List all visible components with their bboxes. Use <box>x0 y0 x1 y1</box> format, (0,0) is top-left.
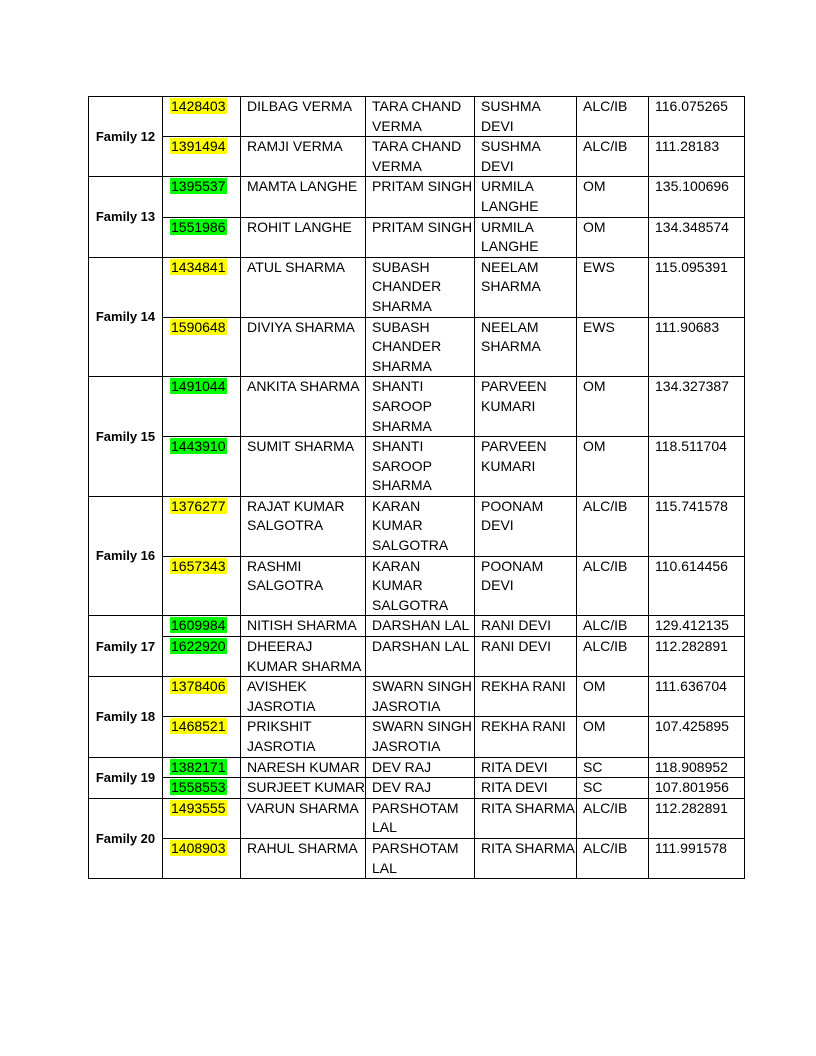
category-cell: OM <box>577 177 649 217</box>
category-cell: OM <box>577 677 649 717</box>
candidate-name-cell: ATUL SHARMA <box>241 257 366 317</box>
candidate-name-cell: AVISHEK JASROTIA <box>241 677 366 717</box>
score-cell: 110.614456 <box>649 556 745 616</box>
table-row <box>89 798 745 838</box>
candidate-id-cell <box>163 616 241 637</box>
score-cell: 129.412135 <box>649 616 745 637</box>
score-cell: 118.908952 <box>649 757 745 778</box>
candidate-id-cell <box>163 496 241 556</box>
category-cell: EWS <box>577 317 649 377</box>
candidate-name-cell: MAMTA LANGHE <box>241 177 366 217</box>
table-row <box>89 437 745 497</box>
father-name-cell: SUBASH CHANDER SHARMA <box>366 257 475 317</box>
family-label: Family 16 <box>89 496 163 616</box>
candidate-name-cell: RAJAT KUMAR SALGOTRA <box>241 496 366 556</box>
family-label: Family 20 <box>89 798 163 878</box>
table-row <box>89 137 745 177</box>
category-cell: OM <box>577 217 649 257</box>
score-cell: 111.991578 <box>649 838 745 878</box>
father-name-cell: TARA CHAND VERMA <box>366 97 475 137</box>
family-label: Family 17 <box>89 616 163 677</box>
mother-name-cell: RITA DEVI <box>475 778 577 799</box>
table-row <box>89 778 745 799</box>
father-name-cell: KARAN KUMAR SALGOTRA <box>366 496 475 556</box>
category-cell: OM <box>577 717 649 757</box>
table-row <box>89 717 745 757</box>
score-cell: 134.327387 <box>649 377 745 437</box>
candidate-id-cell <box>163 317 241 377</box>
candidate-id: 1376277 <box>171 497 226 514</box>
family-label: Family 13 <box>89 177 163 257</box>
candidate-id: 1391494 <box>171 138 226 155</box>
score-cell: 107.801956 <box>649 778 745 799</box>
category-cell: SC <box>577 757 649 778</box>
table-row <box>89 217 745 257</box>
candidate-name-cell: ANKITA SHARMA <box>241 377 366 437</box>
father-name-cell: SUBASH CHANDER SHARMA <box>366 317 475 377</box>
candidate-id-cell <box>163 757 241 778</box>
category-cell: SC <box>577 778 649 799</box>
father-name-cell: PARSHOTAM LAL <box>366 838 475 878</box>
category-cell: ALC/IB <box>577 637 649 677</box>
candidate-name-cell: NITISH SHARMA <box>241 616 366 637</box>
father-name-cell: TARA CHAND VERMA <box>366 137 475 177</box>
father-name-cell: SHANTI SAROOP SHARMA <box>366 377 475 437</box>
candidate-id: 1491044 <box>171 378 226 395</box>
candidate-id-cell <box>163 637 241 677</box>
candidate-name-cell: NARESH KUMAR <box>241 757 366 778</box>
table-row <box>89 317 745 377</box>
score-cell: 111.90683 <box>649 317 745 377</box>
family-table-body <box>89 97 745 879</box>
table-row <box>89 616 745 637</box>
score-cell: 107.425895 <box>649 717 745 757</box>
father-name-cell: SHANTI SAROOP SHARMA <box>366 437 475 497</box>
candidate-name-cell: RAHUL SHARMA <box>241 838 366 878</box>
mother-name-cell: REKHA RANI <box>475 677 577 717</box>
candidate-id: 1622920 <box>171 638 226 655</box>
mother-name-cell: RITA SHARMA <box>475 798 577 838</box>
candidate-id: 1558553 <box>171 779 226 796</box>
candidate-id: 1657343 <box>171 557 226 574</box>
table-row <box>89 97 745 137</box>
candidate-name-cell: PRIKSHIT JASROTIA <box>241 717 366 757</box>
candidate-id: 1434841 <box>171 258 226 275</box>
candidate-id-cell <box>163 798 241 838</box>
candidate-id-cell <box>163 717 241 757</box>
candidate-id-cell <box>163 257 241 317</box>
candidate-id-cell <box>163 177 241 217</box>
family-label: Family 14 <box>89 257 163 377</box>
category-cell: OM <box>577 437 649 497</box>
category-cell: ALC/IB <box>577 838 649 878</box>
table-row <box>89 838 745 878</box>
category-cell: ALC/IB <box>577 798 649 838</box>
category-cell: EWS <box>577 257 649 317</box>
mother-name-cell: PARVEEN KUMARI <box>475 437 577 497</box>
table-row <box>89 257 745 317</box>
candidate-id-cell <box>163 556 241 616</box>
candidate-id-cell <box>163 377 241 437</box>
mother-name-cell: RANI DEVI <box>475 616 577 637</box>
table-row <box>89 637 745 677</box>
score-cell: 115.741578 <box>649 496 745 556</box>
father-name-cell: DEV RAJ <box>366 778 475 799</box>
mother-name-cell: PARVEEN KUMARI <box>475 377 577 437</box>
father-name-cell: KARAN KUMAR SALGOTRA <box>366 556 475 616</box>
candidate-id-cell <box>163 437 241 497</box>
table-row <box>89 556 745 616</box>
candidate-name-cell: DILBAG VERMA <box>241 97 366 137</box>
candidate-id: 1378406 <box>171 678 226 695</box>
candidate-id-cell <box>163 97 241 137</box>
category-cell: OM <box>577 377 649 437</box>
mother-name-cell: REKHA RANI <box>475 717 577 757</box>
mother-name-cell: POONAM DEVI <box>475 496 577 556</box>
score-cell: 134.348574 <box>649 217 745 257</box>
family-label: Family 12 <box>89 97 163 177</box>
father-name-cell: PARSHOTAM LAL <box>366 798 475 838</box>
candidate-name-cell: RASHMI SALGOTRA <box>241 556 366 616</box>
candidate-id: 1493555 <box>171 799 226 816</box>
mother-name-cell: RANI DEVI <box>475 637 577 677</box>
category-cell: ALC/IB <box>577 137 649 177</box>
score-cell: 116.075265 <box>649 97 745 137</box>
table-row <box>89 677 745 717</box>
category-cell: ALC/IB <box>577 616 649 637</box>
candidate-id: 1551986 <box>171 218 226 235</box>
father-name-cell: PRITAM SINGH <box>366 217 475 257</box>
candidate-id-cell <box>163 838 241 878</box>
candidate-id: 1395537 <box>171 178 226 195</box>
candidate-id-cell <box>163 137 241 177</box>
candidate-id: 1468521 <box>171 718 226 735</box>
score-cell: 111.636704 <box>649 677 745 717</box>
candidate-id: 1382171 <box>171 758 226 775</box>
father-name-cell: DARSHAN LAL <box>366 616 475 637</box>
score-cell: 115.095391 <box>649 257 745 317</box>
father-name-cell: SWARN SINGH JASROTIA <box>366 677 475 717</box>
table-row <box>89 496 745 556</box>
mother-name-cell: SUSHMA DEVI <box>475 97 577 137</box>
father-name-cell: SWARN SINGH JASROTIA <box>366 717 475 757</box>
mother-name-cell: URMILA LANGHE <box>475 217 577 257</box>
candidate-id: 1443910 <box>171 438 226 455</box>
family-label: Family 15 <box>89 377 163 497</box>
category-cell: ALC/IB <box>577 97 649 137</box>
score-cell: 112.282891 <box>649 798 745 838</box>
score-cell: 111.28183 <box>649 137 745 177</box>
score-cell: 118.511704 <box>649 437 745 497</box>
candidate-id: 1428403 <box>171 98 226 114</box>
candidate-name-cell: DHEERAJ KUMAR SHARMA <box>241 637 366 677</box>
candidate-name-cell: ROHIT LANGHE <box>241 217 366 257</box>
candidate-name-cell: RAMJI VERMA <box>241 137 366 177</box>
mother-name-cell: URMILA LANGHE <box>475 177 577 217</box>
category-cell: ALC/IB <box>577 496 649 556</box>
table-row <box>89 757 745 778</box>
category-cell: ALC/IB <box>577 556 649 616</box>
candidate-name-cell: DIVIYA SHARMA <box>241 317 366 377</box>
mother-name-cell: SUSHMA DEVI <box>475 137 577 177</box>
mother-name-cell: POONAM DEVI <box>475 556 577 616</box>
family-table <box>88 96 745 879</box>
mother-name-cell: RITA DEVI <box>475 757 577 778</box>
candidate-id: 1408903 <box>171 839 226 856</box>
family-label: Family 18 <box>89 677 163 757</box>
candidate-id-cell <box>163 778 241 799</box>
family-label: Family 19 <box>89 757 163 798</box>
father-name-cell: PRITAM SINGH <box>366 177 475 217</box>
father-name-cell: DEV RAJ <box>366 757 475 778</box>
candidate-id: 1590648 <box>171 318 226 335</box>
candidate-id-cell <box>163 217 241 257</box>
father-name-cell: DARSHAN LAL <box>366 637 475 677</box>
table-row <box>89 377 745 437</box>
candidate-id-cell <box>163 677 241 717</box>
mother-name-cell: NEELAM SHARMA <box>475 317 577 377</box>
candidate-name-cell: VARUN SHARMA <box>241 798 366 838</box>
score-cell: 112.282891 <box>649 637 745 677</box>
table-row <box>89 177 745 217</box>
candidate-id: 1609984 <box>171 617 226 634</box>
mother-name-cell: NEELAM SHARMA <box>475 257 577 317</box>
score-cell: 135.100696 <box>649 177 745 217</box>
candidate-name-cell: SUMIT SHARMA <box>241 437 366 497</box>
candidate-name-cell: SURJEET KUMAR <box>241 778 366 799</box>
mother-name-cell: RITA SHARMA <box>475 838 577 878</box>
